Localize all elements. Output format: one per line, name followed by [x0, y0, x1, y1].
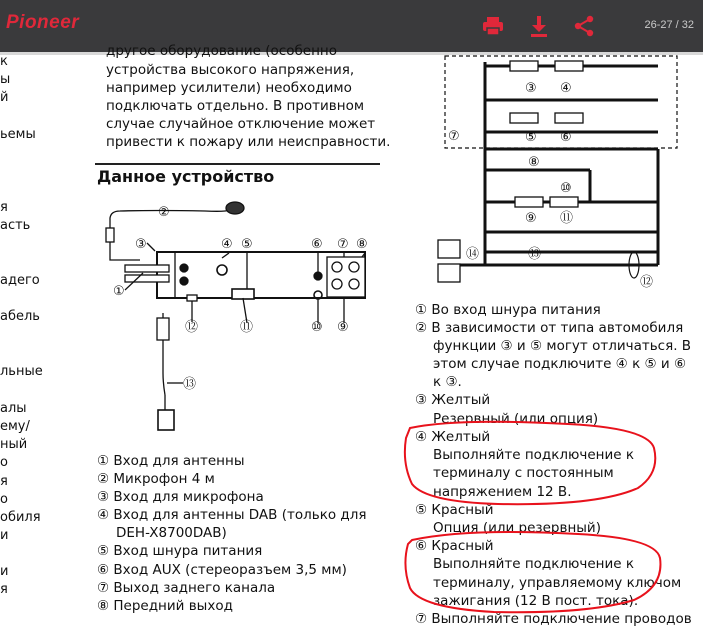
- harness-label: ⑫: [640, 275, 654, 290]
- left-fragment: алы: [0, 401, 27, 416]
- harness-label: ⑩: [560, 181, 572, 196]
- wiring-legend-item: ④ Желтый: [415, 429, 491, 445]
- left-fragment: я: [0, 200, 8, 215]
- wiring-legend-item: Опция (или резервный): [433, 520, 601, 536]
- wiring-legend-item: зажигания (12 В пост. тока).: [433, 593, 639, 609]
- left-fragment: о: [0, 492, 8, 507]
- warning-line: устройства высокого напряжения,: [106, 62, 355, 78]
- wiring-legend-item: этом случае подключите ④ к ⑤ и ⑥: [433, 356, 687, 372]
- harness-label: ⑬: [528, 247, 542, 262]
- print-icon[interactable]: [481, 14, 505, 38]
- device-legend-item: ④ Вход для антенны DAB (только для: [97, 507, 367, 523]
- download-icon[interactable]: [527, 14, 551, 38]
- warning-line: привести к пожару или неисправности.: [106, 134, 391, 150]
- wiring-legend-item: ⑤ Красный: [415, 502, 494, 518]
- microphone: [226, 202, 244, 214]
- unit-label: ⑩: [311, 320, 323, 335]
- harness-label: ⑨: [525, 211, 537, 226]
- unit-label: ⑧: [356, 237, 368, 252]
- wiring-legend-item: ① Во вход шнура питания: [415, 302, 601, 318]
- harness-label: ⑦: [448, 129, 460, 144]
- warning-line: другое оборудование (особенно: [106, 43, 338, 59]
- left-fragment: ьемы: [0, 127, 36, 142]
- left-fragment: и: [0, 564, 9, 579]
- left-fragment: я: [0, 474, 8, 489]
- unit-label: ⑤: [241, 237, 253, 252]
- harness-label: ⑪: [560, 211, 574, 226]
- wiring-legend-item: ② В зависимости от типа автомобиля: [415, 320, 684, 336]
- wiring-legend-item: терминалу с постоянным: [433, 465, 614, 481]
- harness-label: ④: [560, 81, 572, 96]
- unit-label: ①: [113, 284, 125, 299]
- wiring-legend-item: к ③.: [433, 374, 462, 390]
- share-icon[interactable]: [572, 14, 596, 38]
- left-fragment: абель: [0, 309, 40, 324]
- unit-label: ⑦: [337, 237, 349, 252]
- warning-line: случае случайное отключение может: [106, 116, 376, 132]
- left-fragment: адего: [0, 273, 40, 288]
- wiring-legend-item: ③ Желтый: [415, 392, 491, 408]
- section-title: Данное устройство: [97, 167, 275, 186]
- wiring-harness-diagram: [430, 52, 685, 292]
- harness-label: ③: [525, 81, 537, 96]
- left-fragment: обиля: [0, 510, 41, 525]
- wiring-legend-item: Выполняйте подключение к: [433, 447, 635, 463]
- warning-line: например усилители) необходимо: [106, 80, 352, 96]
- left-fragment: ы: [0, 72, 11, 87]
- device-legend-item: ③ Вход для микрофона: [97, 489, 264, 505]
- harness-label: ⑥: [560, 130, 572, 145]
- warning-line: подключать отдельно. В противном: [106, 98, 365, 114]
- left-fragment: льные: [0, 364, 43, 379]
- left-fragment: ему/: [0, 419, 30, 434]
- wiring-legend-item: терминалу, управляемому ключом: [433, 575, 682, 591]
- unit-label: ②: [158, 205, 170, 220]
- device-legend-item: ⑧ Передний выход: [97, 598, 233, 614]
- left-fragment: асть: [0, 218, 31, 233]
- mic-plug: [106, 228, 114, 242]
- wiring-legend-item: ⑦ Выполняйте подключение проводов: [415, 611, 692, 627]
- left-fragment: я: [0, 582, 8, 597]
- left-fragment: и: [0, 528, 9, 543]
- unit-label: ⑬: [183, 377, 197, 392]
- harness-label: ⑭: [466, 247, 480, 262]
- page-indicator: 26-27 / 32: [644, 19, 694, 31]
- pioneer-logo: Pioneer: [6, 12, 80, 33]
- left-fragment: к: [0, 54, 8, 69]
- device-legend-item: ① Вход для антенны: [97, 453, 245, 469]
- harness-label: ⑧: [528, 155, 540, 170]
- unit-connection-diagram: [95, 195, 385, 447]
- unit-label: ④: [221, 237, 233, 252]
- device-legend-item: DEH-X8700DAB): [116, 525, 227, 541]
- wiring-legend-item: Выполняйте подключение к: [433, 556, 635, 572]
- left-fragment: ный: [0, 437, 28, 452]
- wiring-legend-item: функции ③ и ⑤ могут отличаться. В: [433, 338, 692, 354]
- unit-label: ③: [135, 237, 147, 252]
- unit-label: ⑥: [311, 237, 323, 252]
- wiring-legend-item: напряжением 12 В.: [433, 484, 572, 500]
- left-fragment: о: [0, 455, 8, 470]
- mic-cable: [110, 210, 230, 230]
- section-divider: [95, 163, 380, 165]
- wiring-legend-item: Резервный (или опция): [433, 411, 599, 427]
- device-legend-item: ⑤ Вход шнура питания: [97, 543, 263, 559]
- wiring-legend-item: ⑥ Красный: [415, 538, 494, 554]
- unit-label: ⑪: [240, 320, 254, 335]
- device-legend-item: ⑥ Вход AUX (стереоразъем 3,5 мм): [97, 562, 347, 578]
- unit-label: ⑨: [337, 320, 349, 335]
- left-fragment: й: [0, 90, 9, 105]
- device-legend-item: ⑦ Выход заднего канала: [97, 580, 276, 596]
- harness-label: ⑤: [525, 130, 537, 145]
- device-legend-item: ② Микрофон 4 м: [97, 471, 215, 487]
- unit-label: ⑫: [185, 320, 199, 335]
